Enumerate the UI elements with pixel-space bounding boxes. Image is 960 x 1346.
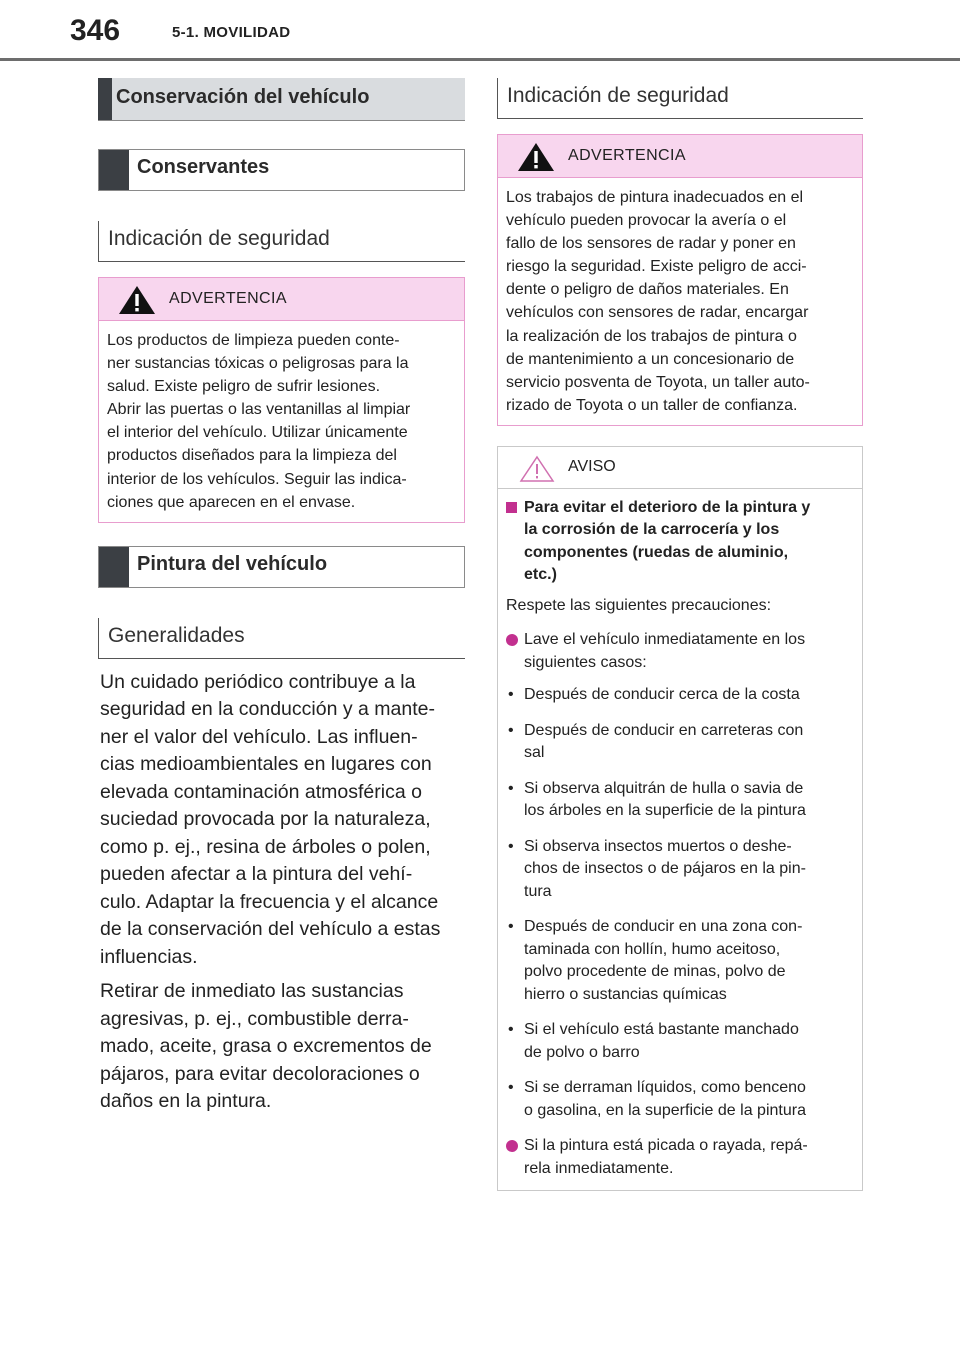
notice-text	[498, 489, 862, 1191]
heading-conservantes: Conservantes	[98, 149, 465, 191]
heading-conservacion: Conservación del vehículo	[98, 78, 465, 121]
bullet-glyph: •	[508, 1079, 514, 1097]
bullet-item: • Si el vehículo está bastante manchado de polvo o barro	[508, 1021, 799, 1061]
notice-intro: Respete las siguientes precauciones:	[506, 596, 772, 614]
warning-box	[98, 277, 465, 523]
bullet-item: • Después de conducir en una zona con- taminada con hollín, humo aceitoso, polvo procedente de minas, polvo de hierro o sustancias químicas	[508, 918, 803, 1003]
circle-item-lave: Lave el vehículo inmediatamente en los siguientes casos:	[506, 629, 856, 674]
paragraph-cuidado: Un cuidado periódico contribuye a la seguridad en la conducción y a mante- ner el valor del vehículo. Las influen- cias medioambientales en lugares con elevada contaminación atmosférica o suciedad provocada por la naturaleza, como p. ej., resina de árboles o polen, pueden afectar a la pintura del vehí- culo. Adaptar la frecuencia y el alcance de la conservación del vehículo a estas influencias.	[100, 670, 441, 968]
notice-heading-item: Para evitar el deterioro de la pintura y la corrosión de la carrocería y los componentes (ruedas de aluminio, etc.)	[506, 497, 856, 587]
circle-bullet-icon	[506, 1140, 518, 1152]
bullet-item: • Si se derraman líquidos, como benceno o gasolina, en la superficie de la pintura	[508, 1079, 806, 1119]
bullet-glyph: •	[508, 686, 514, 704]
caution-triangle-icon	[519, 455, 555, 483]
bullet-glyph: •	[508, 837, 514, 855]
warning-text: Los productos de limpieza pueden conte- ner sustancias tóxicas o peligrosas para la salud. Existe peligro de sufrir lesiones. Abrir las puertas o las ventanillas al limpiar el interior del vehículo. Utilizar únicamente productos diseñados para la limpieza del interior de los vehículos. Seguir las indica- ciones que aparecen en el envase.	[107, 332, 411, 511]
bullet-item: • Después de conducir en carreteras con sal	[508, 721, 804, 762]
warning-box-paint	[497, 134, 863, 426]
warning-triangle-icon	[516, 141, 556, 173]
warning-title-bar	[99, 278, 464, 321]
heading-pintura: Pintura del vehículo	[98, 546, 465, 588]
paragraph-retirar: Retirar de inmediato las sustancias agresivas, p. ej., combustible derra- mado, aceite, grasa o excrementos de pájaros, para evitar decoloraciones o daños en la pintura.	[100, 980, 432, 1113]
section-title: 5-1. MOVILIDAD	[172, 24, 291, 41]
square-bullet-icon	[506, 502, 517, 513]
right-column	[497, 78, 863, 1191]
warning-triangle-icon	[117, 284, 157, 316]
page-number: 346	[70, 14, 121, 47]
bullet-glyph: •	[508, 918, 514, 936]
notice-label: AVISO	[568, 457, 616, 475]
bullet-item: • Después de conducir cerca de la costa	[506, 684, 856, 707]
notice-box	[497, 446, 863, 1192]
warning-label: ADVERTENCIA	[169, 290, 287, 307]
left-column	[98, 78, 465, 1123]
bullet-glyph: •	[508, 779, 514, 797]
heading-indicacion-seguridad: Indicación de seguridad	[98, 221, 465, 262]
bullet-glyph: •	[508, 1021, 514, 1039]
header-rule	[0, 58, 960, 61]
bullet-item: • Si observa insectos muertos o deshe- chos de insectos o de pájaros en la pin- tura	[508, 837, 806, 900]
heading-generalidades: Generalidades	[98, 618, 465, 659]
circle-item-picada: Si la pintura está picada o rayada, repá- rela inmediatamente.	[506, 1135, 856, 1180]
heading-indicacion-seguridad-right: Indicación de seguridad	[497, 78, 863, 119]
bullet-glyph: •	[508, 721, 514, 739]
page-header	[0, 0, 960, 62]
body-text	[98, 669, 465, 1116]
warning-text: Los trabajos de pintura inadecuados en el vehículo pueden provocar la avería o el fallo de los sensores de radar y poner en riesgo la seguridad. Existe peligro de acci- dente o peligro de daños materiales. En vehículos con sensores de radar, encargar la realización de los trabajos de pintura o de mantenimiento a un concesionario de servicio posventa de Toyota, un taller auto- rizado de Toyota o un taller de confianza.	[506, 189, 810, 414]
warning-title-bar	[498, 135, 862, 178]
warning-label: ADVERTENCIA	[568, 147, 686, 164]
circle-bullet-icon	[506, 634, 518, 646]
notice-title-bar	[498, 447, 862, 489]
bullet-item: • Si observa alquitrán de hulla o savia de los árboles en la superficie de la pintura	[508, 779, 806, 820]
